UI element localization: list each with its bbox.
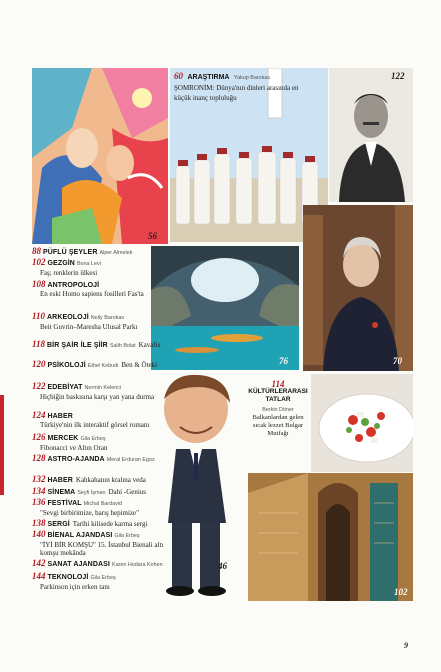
entry-page-number: 102 bbox=[32, 257, 46, 267]
image-page-number: 56 bbox=[148, 231, 157, 241]
feature-author: Yakup Barokas bbox=[233, 75, 271, 81]
entry-section-title: FESTİVAL bbox=[47, 500, 82, 507]
morocco-architecture-photo bbox=[248, 473, 413, 601]
entry-section-title: GEZGİN bbox=[47, 260, 75, 267]
entry-description: "İYİ BİR KOMŞU" 15. İstanbul Bienali altı komşu mekânda bbox=[40, 541, 164, 558]
entry-description: Fibonacci ve Altın Oran bbox=[40, 444, 108, 452]
entry-author: Gila Erbeş bbox=[114, 533, 140, 539]
feature-page-number: 60 bbox=[174, 71, 183, 81]
contents-entry[interactable] bbox=[32, 454, 170, 465]
entry-description: Dahi -Genius bbox=[108, 488, 147, 496]
feature-description: ŞOMRONİM: Dünya'nın dinleri arasında en küçük inanç topluluğu bbox=[174, 84, 299, 103]
entry-section-title: ANTROPOLOJİ bbox=[47, 282, 100, 289]
contents-entry[interactable] bbox=[32, 530, 170, 557]
entry-section-title: SERGİ bbox=[47, 521, 70, 528]
entry-section-title: BİR ŞAİR İLE ŞİİR bbox=[47, 342, 108, 349]
image-page-number: 46 bbox=[218, 561, 227, 571]
entry-section-title: BİENAL AJANDASI bbox=[47, 532, 113, 539]
entry-section-title: TEKNOLOJİ bbox=[47, 574, 89, 581]
contents-entry[interactable] bbox=[32, 382, 170, 401]
entry-page-number: 142 bbox=[32, 558, 46, 568]
feature-description: Balkanlardan gelen sıcak lezzet Bulgar Mutfağı bbox=[252, 414, 304, 438]
entry-page-number: 134 bbox=[32, 486, 46, 496]
entry-page-number: 136 bbox=[32, 497, 46, 507]
entry-description: Beit Guvrin–Maresha Ulusal Parkı bbox=[40, 323, 138, 331]
entry-description: Kahkahanın kralına veda bbox=[75, 476, 146, 484]
entry-author: Seyfi İşman bbox=[77, 490, 106, 496]
entry-author: Bona Levi bbox=[76, 261, 101, 267]
entry-author: Michal Bardavid bbox=[83, 501, 122, 507]
entry-description: En eski Homo sapiens fosilleri Fas'ta bbox=[40, 290, 144, 298]
entry-author: Gila Erbeş bbox=[80, 436, 106, 442]
entry-description: Hiçbiğin baskısına karşı yan yana durma bbox=[40, 393, 155, 401]
contents-entry[interactable] bbox=[32, 519, 170, 529]
contents-entry[interactable] bbox=[32, 280, 170, 298]
entry-section-title: HABER bbox=[47, 477, 73, 484]
contents-entry[interactable] bbox=[32, 247, 170, 258]
entry-author: Ethel Kebudi bbox=[87, 363, 119, 369]
entry-section-title: SİNEMA bbox=[47, 489, 76, 496]
feature-page-number: 114 bbox=[271, 379, 285, 389]
contents-entry[interactable] bbox=[32, 312, 170, 331]
entry-author: Nelly Barokas bbox=[90, 315, 125, 321]
entry-description: "Sevgi birbirimize, barış hepimize" bbox=[40, 509, 140, 517]
entry-page-number: 122 bbox=[32, 381, 46, 391]
entry-description: Türkiye'nin ilk interaktif görsel romanı bbox=[40, 421, 150, 429]
contents-entry[interactable] bbox=[32, 411, 170, 429]
contents-entry[interactable] bbox=[32, 340, 170, 351]
image-page-number: 76 bbox=[279, 356, 288, 366]
entry-description: Parkinson için erken tanı bbox=[40, 583, 110, 591]
entry-author: Karen Hodara Kohen bbox=[111, 562, 163, 568]
entry-page-number: 126 bbox=[32, 432, 46, 442]
entry-section-title: HABER bbox=[47, 413, 73, 420]
entry-section-title: ASTRO-AJANDA bbox=[47, 456, 105, 463]
contents-entry[interactable] bbox=[32, 475, 170, 485]
feature-title: KÜLTÜRLERARASI TATLAR bbox=[248, 388, 308, 403]
portrait-woman-photo bbox=[303, 205, 413, 371]
entry-page-number: 138 bbox=[32, 518, 46, 528]
entry-description: Ben & Öteki bbox=[121, 361, 158, 369]
entry-section-title: SANAT AJANDASI bbox=[47, 561, 110, 568]
entry-description: Tarihi kilisede karma sergi bbox=[72, 520, 148, 528]
cave-lake-photo bbox=[151, 246, 299, 370]
feature-research bbox=[174, 71, 300, 102]
feature-author: Berkin Döner bbox=[262, 407, 294, 413]
contents-entry[interactable] bbox=[32, 258, 170, 277]
portrait-man-photo bbox=[329, 68, 413, 202]
salad-photo bbox=[311, 374, 413, 472]
folio: 9 bbox=[404, 641, 408, 650]
image-page-number: 70 bbox=[393, 356, 402, 366]
entry-section-title: ARKEOLOJİ bbox=[47, 314, 89, 321]
entry-page-number: 118 bbox=[32, 339, 46, 349]
entry-description: Kavafis bbox=[138, 341, 161, 349]
entry-page-number: 88 bbox=[32, 246, 41, 256]
image-page-number: 102 bbox=[394, 587, 408, 597]
entry-author: Gila Erbeş bbox=[90, 575, 116, 581]
feature-title: ARAŞTIRMA bbox=[187, 74, 230, 81]
entry-page-number: 124 bbox=[32, 410, 46, 420]
entry-page-number: 128 bbox=[32, 453, 46, 463]
entry-description: Faş; renklerin ülkesi bbox=[40, 269, 98, 277]
entry-page-number: 140 bbox=[32, 529, 46, 539]
entry-section-title: EDEBİYAT bbox=[47, 384, 83, 391]
contents-entry[interactable] bbox=[32, 572, 170, 591]
contents-entry[interactable] bbox=[32, 559, 170, 570]
entry-author: Salih Bolat bbox=[109, 343, 136, 349]
image-page-number: 122 bbox=[391, 71, 405, 81]
art-illustration bbox=[32, 68, 168, 244]
entry-page-number: 132 bbox=[32, 474, 46, 484]
entry-author: Alper Almelek bbox=[99, 250, 133, 256]
entry-section-title: MERCEK bbox=[47, 435, 79, 442]
entry-author: Nermin Kelenci bbox=[84, 385, 122, 391]
contents-entry[interactable] bbox=[32, 433, 170, 452]
entry-page-number: 110 bbox=[32, 311, 46, 321]
edge-tab bbox=[0, 395, 4, 495]
entry-page-number: 108 bbox=[32, 279, 46, 289]
contents-entry[interactable] bbox=[32, 487, 170, 498]
entry-page-number: 144 bbox=[32, 571, 46, 581]
feature-culinary bbox=[246, 380, 310, 439]
entry-section-title: PSİKOLOJİ bbox=[47, 362, 86, 369]
entry-section-title: PÜFLÜ ŞEYLER bbox=[43, 249, 98, 256]
contents-entry[interactable] bbox=[32, 360, 170, 371]
entry-author: Meral Erduran Egoz bbox=[106, 457, 155, 463]
contents-entry[interactable] bbox=[32, 498, 170, 517]
entry-page-number: 120 bbox=[32, 359, 46, 369]
